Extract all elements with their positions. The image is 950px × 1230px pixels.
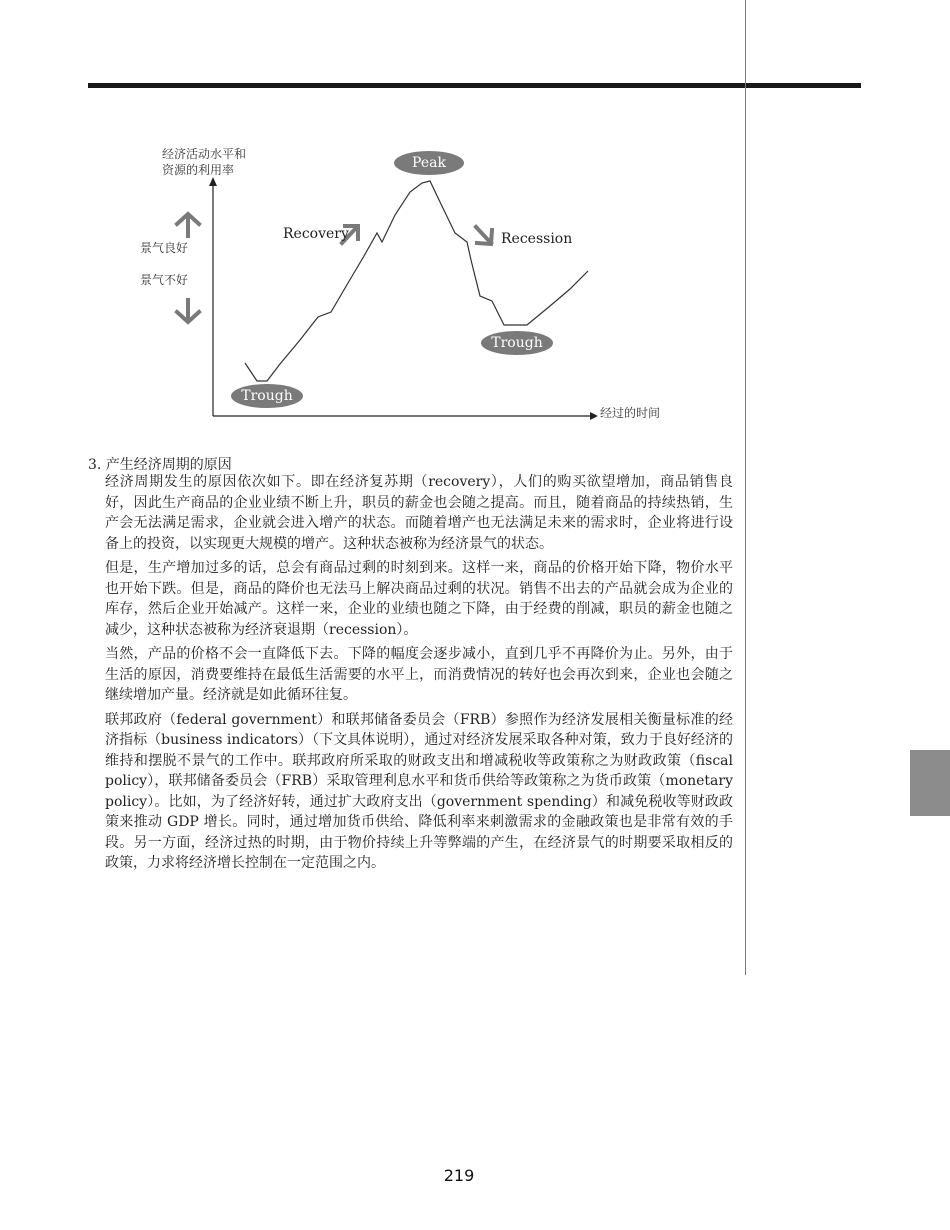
- x-axis-arrowhead: [590, 412, 598, 420]
- paragraph-4: 联邦政府（federal government）和联邦储备委员会（FRB）参照作为经济发展相关衡量标准的经济指标（business indicators）（下文具体说明），通过对经济发展采取各种对策，致力于良好经济的维持和摆脱不景气的工作中。联邦政府所采取的财政支出和增减税收等政策称之为财政政策（fiscal policy），联邦储备委员会（FRB）采取管理利息水平和货币供给等政策称之为货币政策（monetary policy）。比如，为了经济好转，通过扩大政府支出（government spending）和减免税收等财政政策来推动 GDP 增长。同时，通过增加货币供给、降低利率来刺激需求的金融政策也是非常有效的手段。另一方面，经济过热的时期，由于物价持续上升等弊端的产生，在经济景气的时期要采取相反的政策，力求将经济增长控制在一定范围之内。: [105, 711, 733, 871]
- peak-label: Peak: [394, 151, 464, 175]
- good-economy-label: 景气良好: [140, 241, 189, 255]
- paragraph-2: 但是，生产增加过多的话，总会有商品过剩的时刻到来。这样一来，商品的价格开始下降，物价水平也开始下跌。但是，商品的降价也无法马上解决商品过剩的状况。销售不出去的产品就会成为企业的库存，然后企业开始减产。这样一来，企业的业绩也随之下降，由于经费的削减，职员的薪金也随之减少，这种状态被称为经济衰退期（recession）。: [105, 560, 733, 638]
- x-axis-label: 经过的时间: [600, 406, 661, 420]
- y-axis-arrowhead: [209, 177, 217, 186]
- body-text: [105, 472, 733, 878]
- recovery-label: Recovery: [283, 226, 349, 242]
- y-axis-label-line1: 经济活动水平和: [162, 147, 247, 161]
- paragraph-3: 当然，产品的价格不会一直降低下去。下降的幅度会逐步减小，直到几乎不再降价为止。另外，由于生活的原因，消费要维持在最低生活需要的水平上，而消费情况的转好也会再次到来，企业也会随之继续增加产量。经济就是如此循环往复。: [105, 646, 733, 703]
- bad-economy-label: 景气不好: [140, 273, 189, 287]
- up-arrow-icon: [177, 214, 199, 236]
- recession-arrow-icon: [476, 227, 492, 244]
- business-cycle-diagram: [130, 140, 680, 430]
- y-axis-label-line2: 资源的利用率: [162, 163, 235, 177]
- diagram-canvas: [130, 140, 680, 430]
- trough-left-label: Trough: [231, 384, 303, 408]
- trough-right-label: Trough: [481, 331, 553, 355]
- side-tab-marker: [910, 750, 950, 816]
- paragraph-1: 经济周期发生的原因依次如下。即在经济复苏期（recovery），人们的购买欲望增加，商品销售良好，因此生产商品的企业业绩不断上升，职员的薪金也会随之提高。而且，随着商品的持续热销，生产会无法满足需求，企业就会进入增产的状态。而随着增产也无法满足未来的需求时，企业将进行设备上的投资，以实现更大规模的增产。这种状态被称为经济景气的状态。: [105, 474, 733, 552]
- right-margin-rule: [745, 0, 746, 975]
- section-title: 3. 产生经济周期的原因: [88, 457, 232, 473]
- recession-label: Recession: [501, 231, 573, 247]
- page-number: 219: [443, 1166, 475, 1185]
- down-arrow-icon: [177, 300, 199, 322]
